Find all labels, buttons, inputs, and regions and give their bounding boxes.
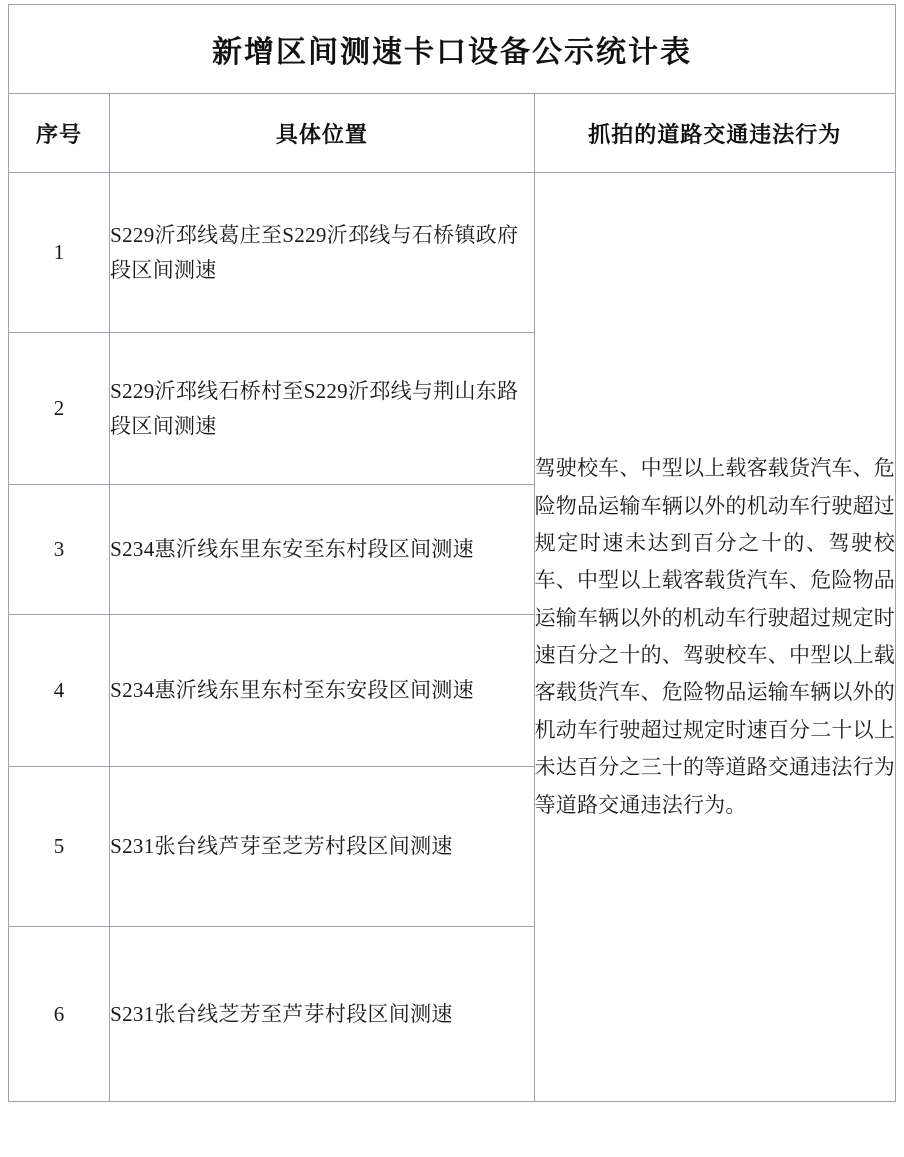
behavior-description: 驾驶校车、中型以上载客载货汽车、危险物品运输车辆以外的机动车行驶超过规定时速未达到百分之十的、驾驶校车、中型以上载客载货汽车、危险物品运输车辆以外的机动车行驶超过规定时速百分之十的、驾驶校车、中型以上载客载货汽车、危险物品运输车辆以外的机动车行驶超过规定时速百分二十以上未达百分之三十的等道路交通违法行为等道路交通违法行为。 bbox=[534, 173, 895, 1102]
row-index: 5 bbox=[9, 767, 110, 927]
column-header-index: 序号 bbox=[9, 94, 110, 173]
row-location: S234惠沂线东里东村至东安段区间测速 bbox=[110, 615, 534, 767]
column-header-behavior: 抓拍的道路交通违法行为 bbox=[534, 94, 895, 173]
row-location: S229沂邳线葛庄至S229沂邳线与石桥镇政府段区间测速 bbox=[110, 173, 534, 333]
row-location: S231张台线芝芳至芦芽村段区间测速 bbox=[110, 927, 534, 1102]
document-page bbox=[0, 4, 904, 1157]
table-row bbox=[9, 173, 896, 333]
statistics-table bbox=[8, 4, 896, 1102]
row-location: S231张台线芦芽至芝芳村段区间测速 bbox=[110, 767, 534, 927]
row-index: 4 bbox=[9, 615, 110, 767]
row-index: 2 bbox=[9, 333, 110, 485]
page-title: 新增区间测速卡口设备公示统计表 bbox=[9, 5, 896, 94]
column-header-location: 具体位置 bbox=[110, 94, 534, 173]
row-index: 1 bbox=[9, 173, 110, 333]
table-header-row bbox=[9, 94, 896, 173]
row-location: S234惠沂线东里东安至东村段区间测速 bbox=[110, 485, 534, 615]
row-index: 6 bbox=[9, 927, 110, 1102]
table-title-row bbox=[9, 5, 896, 94]
row-index: 3 bbox=[9, 485, 110, 615]
row-location: S229沂邳线石桥村至S229沂邳线与荆山东路段区间测速 bbox=[110, 333, 534, 485]
